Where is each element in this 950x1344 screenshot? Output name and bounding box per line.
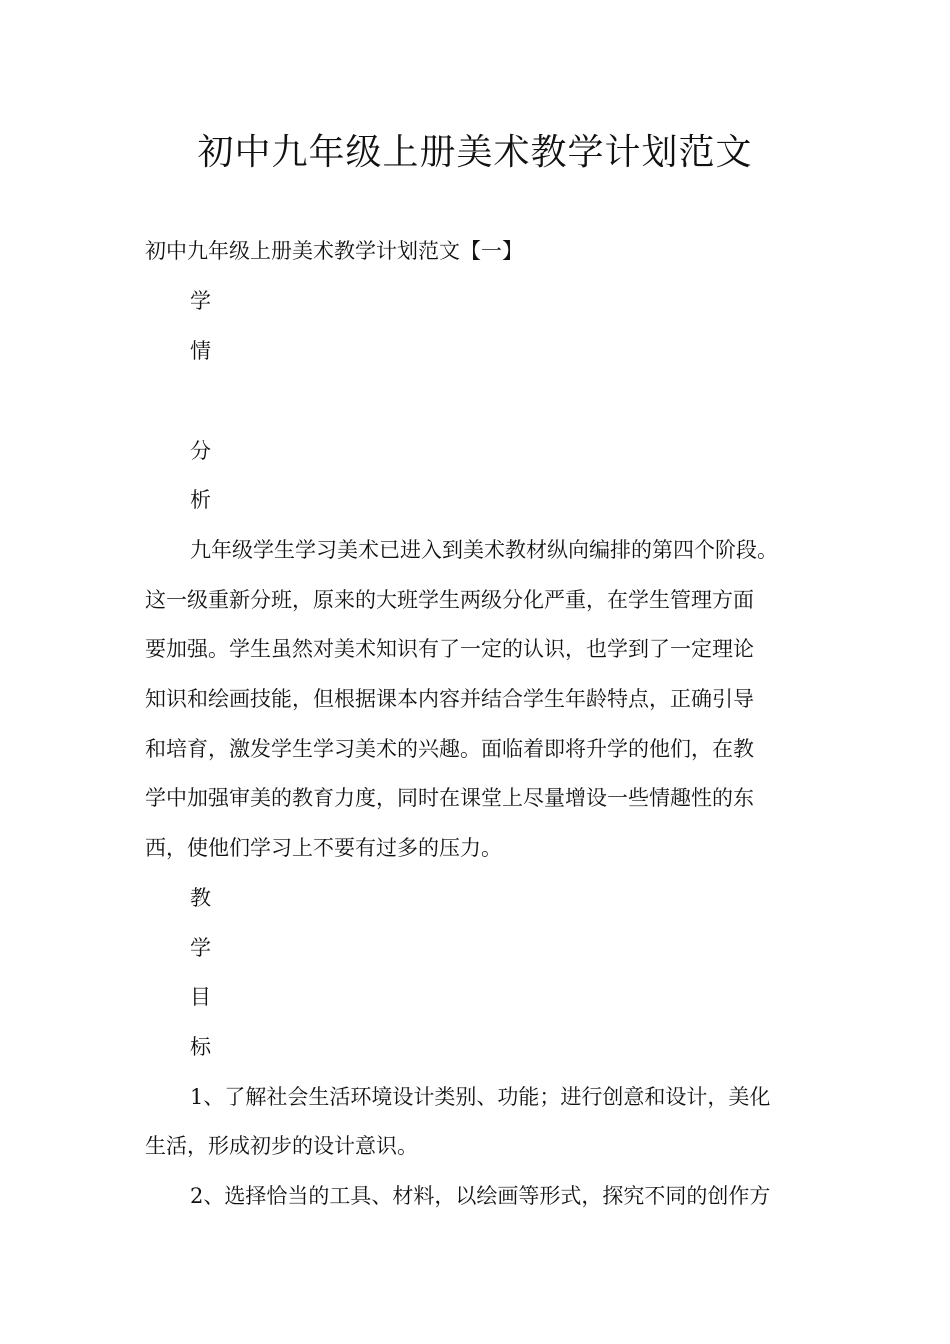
paragraph-line: 和培育，激发学生学习美术的兴趣。面临着即将升学的他们，在教 (145, 737, 754, 761)
paragraph-line: 九年级学生学习美术已进入到美术教材纵向编排的第四个阶段。 (190, 538, 778, 562)
heading-char: 标 (190, 1035, 211, 1059)
heading-char: 目 (190, 985, 211, 1009)
paragraph-line: 西，使他们学习上不要有过多的压力。 (145, 836, 502, 860)
heading-char: 析 (190, 488, 211, 512)
list-item-line: 生活，形成初步的设计意识。 (145, 1134, 418, 1158)
paragraph-line: 这一级重新分班，原来的大班学生两级分化严重，在学生管理方面 (145, 588, 754, 612)
heading-char: 学 (190, 936, 211, 960)
paragraph-line: 知识和绘画技能，但根据课本内容并结合学生年龄特点，正确引导 (145, 687, 754, 711)
paragraph-line: 学中加强审美的教育力度，同时在课堂上尽量增设一些情趣性的东 (145, 786, 754, 810)
list-item-line: 1、了解社会生活环境设计类别、功能；进行创意和设计，美化 (190, 1085, 771, 1109)
paragraph-line: 要加强。学生虽然对美术知识有了一定的认识，也学到了一定理论 (145, 637, 754, 661)
heading-char: 分 (190, 439, 211, 463)
heading-char: 教 (190, 886, 211, 910)
list-item-line: 2、选择恰当的工具、材料，以绘画等形式，探究不同的创作方 (190, 1184, 771, 1208)
section-heading: 初中九年级上册美术教学计划范文【一】 (145, 239, 523, 263)
heading-char: 学 (190, 289, 211, 313)
document-title: 初中九年级上册美术教学计划范文 (197, 132, 753, 173)
heading-char: 情 (190, 339, 211, 363)
